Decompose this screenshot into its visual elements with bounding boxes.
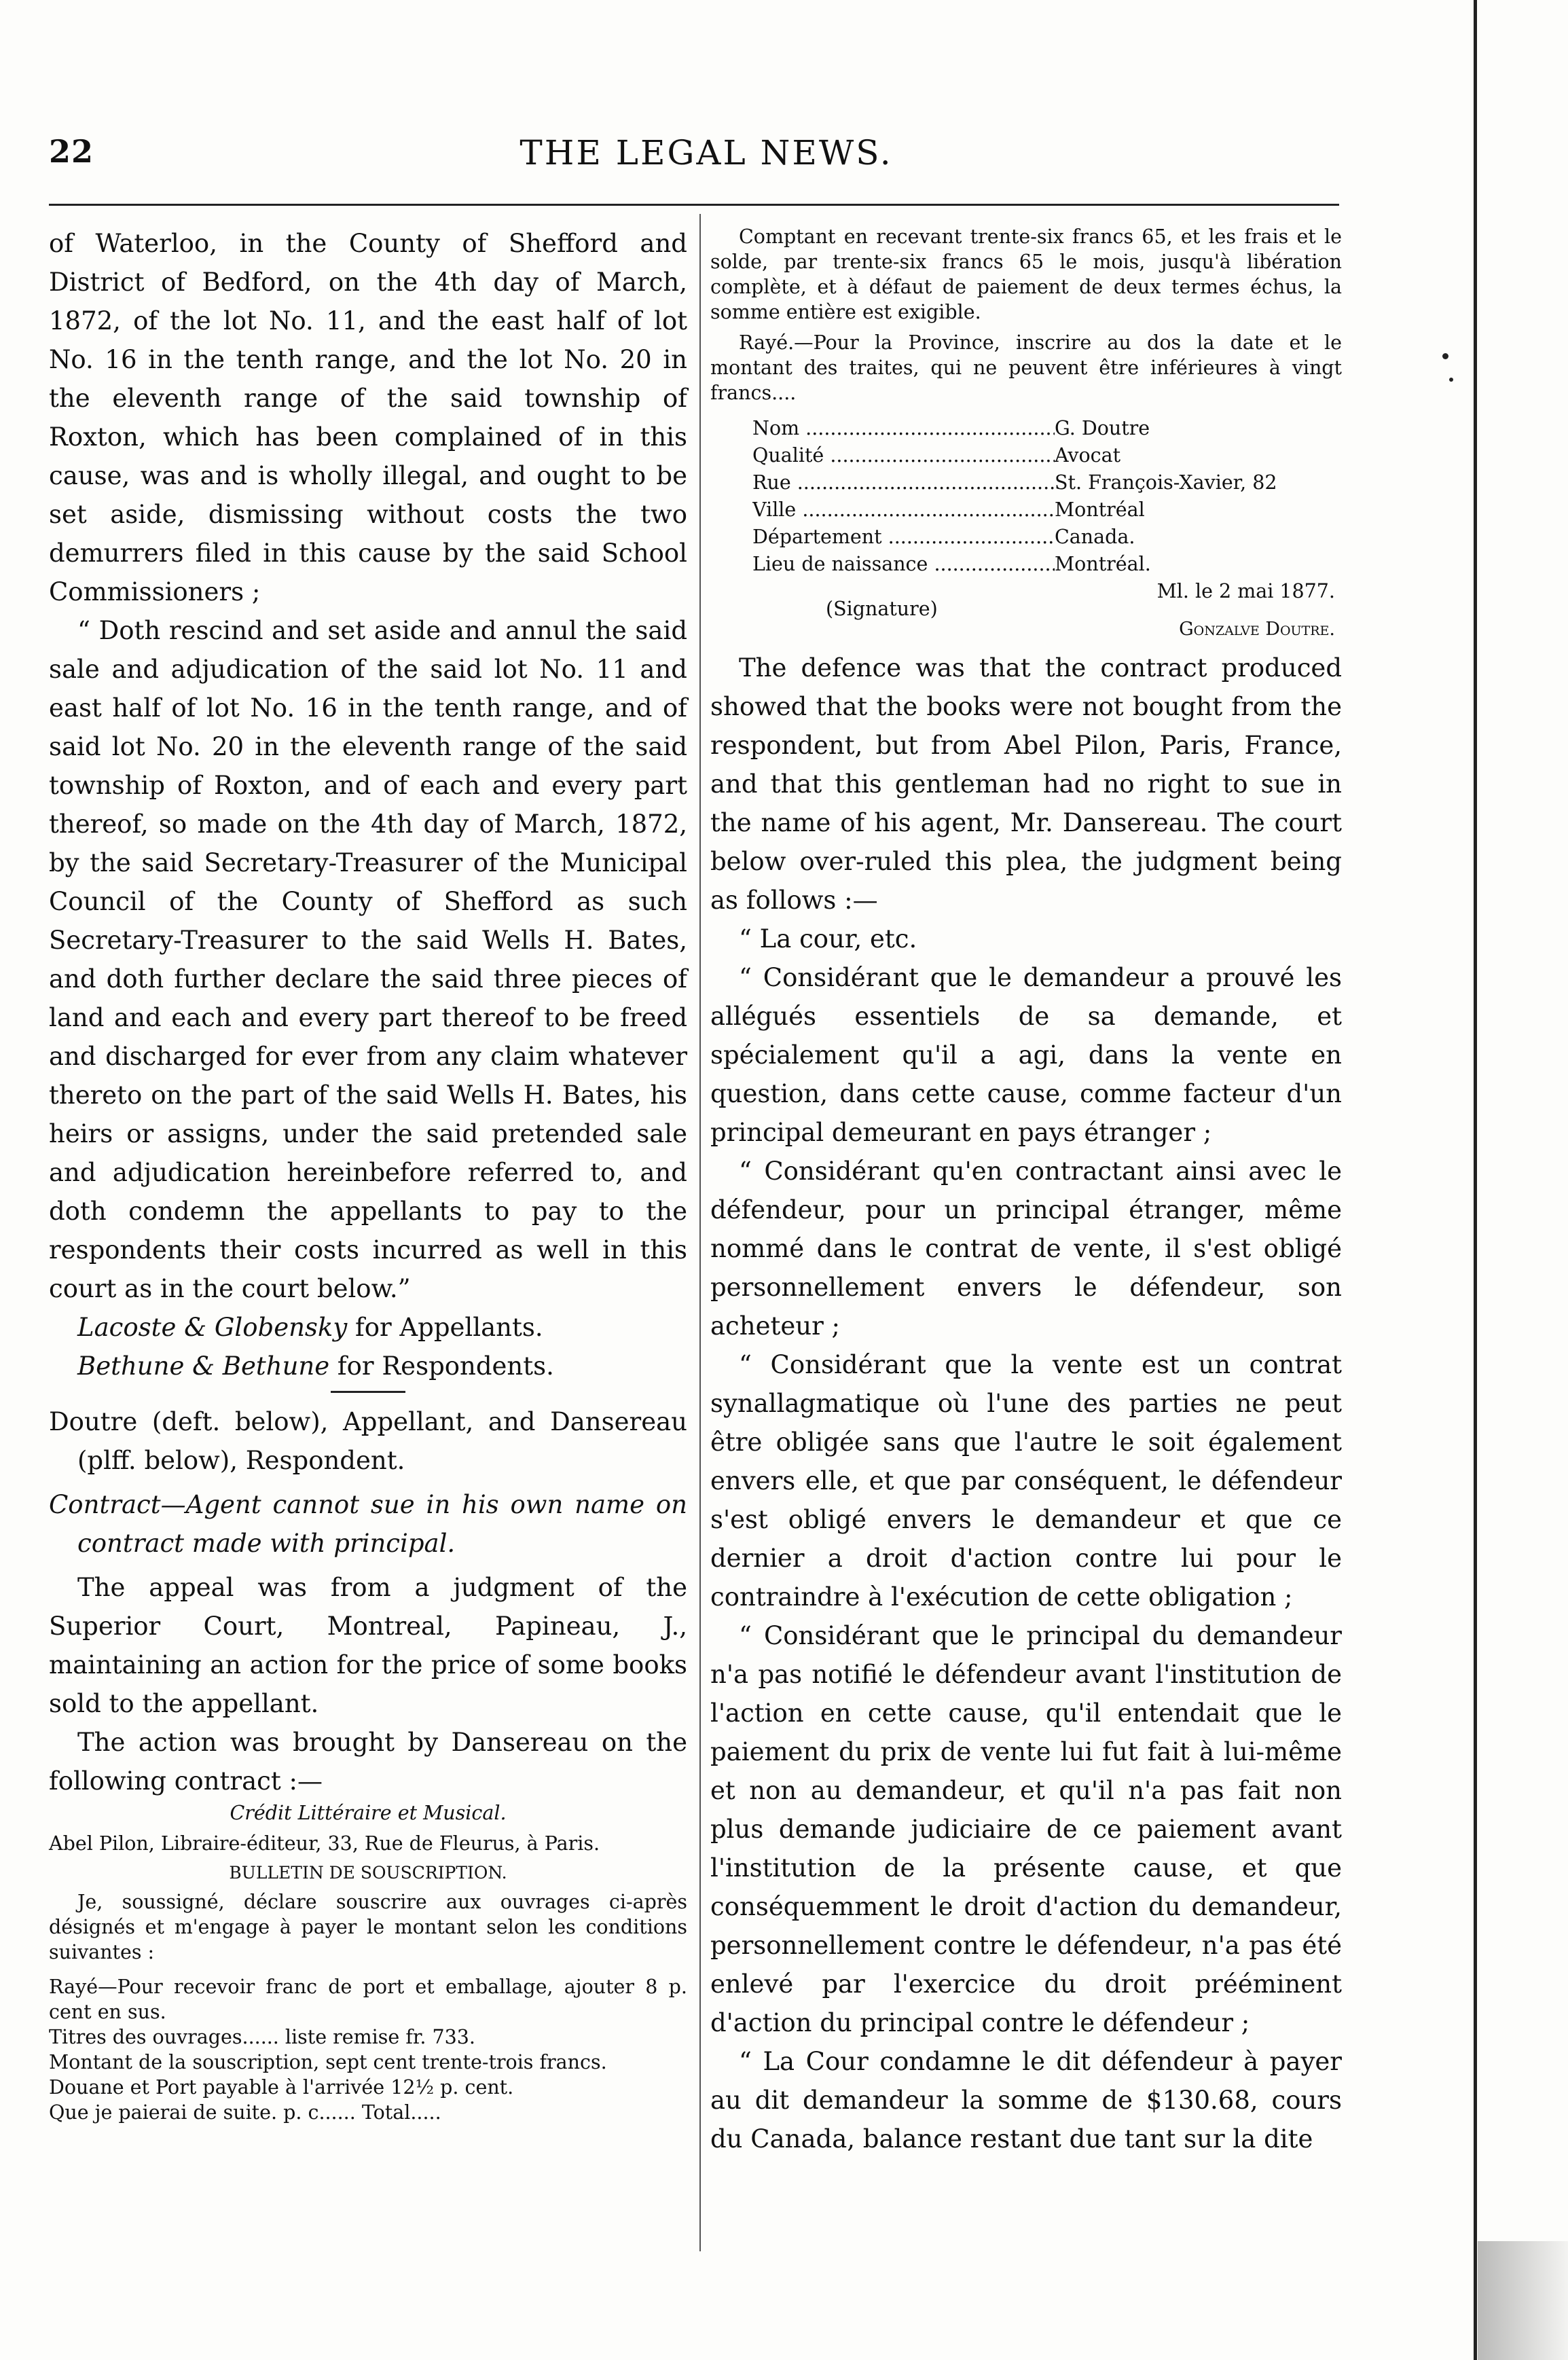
signature-date: Ml. le 2 mai 1877. (1156, 580, 1335, 602)
form-row (752, 524, 1342, 551)
publisher-line: Abel Pilon, Libraire-éditeur, 33, Rue de Fleurus, à Paris. (49, 1832, 600, 1855)
counsel-appellants-suffix: for Appellants. (347, 1313, 543, 1342)
scan-edge-shadow (1478, 2241, 1568, 2360)
form-label: Lieu de naissance ..... (752, 551, 1055, 578)
raye-province: Rayé.—Pour la Province, inscrire au dos la date et le montant des traites, qui ne peuvent être inférieures à vingt francs.... (710, 331, 1342, 404)
form-row (752, 469, 1342, 496)
montant-line: Montant de la souscription, sept cent trente-trois francs. (49, 2051, 607, 2073)
form-label: Rue ..... (752, 469, 1055, 496)
form-label: Nom ..... (752, 415, 1055, 442)
form-value: St. François-Xavier, 82 (1055, 471, 1277, 494)
signature-block (710, 578, 1342, 643)
form-value: Montréal (1055, 498, 1145, 521)
header-rule (49, 204, 1339, 206)
considerant-3: “ Considérant que la vente est un contrat synallagmatique où l'une des parties ne peut être obligée sans que l'autre le soit également envers elle, et que par conséquent, le défendeur s'est obligé envers le demandeur et que ce dernier a droit d'action contre lui pour le contraindre à l'exécution de cette obligation ; (710, 1350, 1342, 1612)
signature-name: Gonzalve Doutre. (1179, 619, 1335, 640)
considerant-1: “ Considérant que le demandeur a prouvé les allégués essentiels de sa demande, et spécialement qu'il a agi, dans la vente en question, dans cette cause, comme facteur d'un principal demeurant en pays étranger ; (710, 963, 1342, 1147)
running-head: THE LEGAL NEWS. (519, 133, 893, 173)
appeal-paragraph: The appeal was from a judgment of the Superior Court, Montreal, Papineau, J., maintaining an action for the price of some books sold to the appellant. (49, 1573, 687, 1718)
form-value: Canada. (1055, 526, 1135, 548)
form-label: Qualité ..... (752, 442, 1055, 469)
form-label: Département ..... (752, 524, 1055, 551)
judgment-quote: “ Doth rescind and set aside and annul the said sale and adjudication of the said lot No. 11 and east half of lot No. 16 in the tenth range, and of said lot No. 20 in the eleventh range of the said township of Roxton, and of each and every part thereof, so made on the 4th day of March, 1872, by the said Secretary-Treasurer of the Municipal Council of the County of Shefford as such Secretary-Treasurer to the said Wells H. Bates, and doth further declare the said three pieces of land and each and every part thereof to be freed and discharged for ever from any claim whatever thereto on the part of the said Wells H. Bates, his heirs or assigns, under the said pretended sale and adjudication hereinbefore referred to, and doth condemn the appellants to pay to the respondents their costs incurred as well in this court as in the court below.” (49, 616, 687, 1303)
left-column (49, 224, 687, 2125)
paragraph-continuation: of Waterloo, in the County of Shefford and District of Bedford, on the 4th day of March, 1872, of the lot No. 11, and the east half of lot No. 16 in the tenth range, and the lot No. 20 in the eleventh range of the said township of Roxton, which has been complained of in this cause, was and is wholly illegal, and ought to be set aside, dismissing without costs the two demurrers filed in this cause by the said School Commissioners ; (49, 229, 687, 606)
page-edge-line (1474, 0, 1477, 2360)
bulletin-heading: BULLETIN DE SOUSCRIPTION. (229, 1863, 507, 1883)
raye-port: Rayé—Pour recevoir franc de port et emballage, ajouter 8 p. cent en sus. (49, 1976, 687, 2023)
la-cour: “ La cour, etc. (739, 924, 917, 954)
contract-heading: Crédit Littéraire et Musical. (230, 1802, 507, 1824)
defence-paragraph: The defence was that the contract produced showed that the books were not bought from the respondent, but from Abel Pilon, Paris, France, and that this gentleman had no right to sue in the name of his agent, Mr. Dansereau. The court below over-ruled this plea, the judgment being as follows :— (710, 653, 1342, 915)
counsel-respondents-names: Bethune & Bethune (77, 1351, 330, 1381)
considerant-2: “ Considérant qu'en contractant ainsi avec le défendeur, pour un principal étranger, même nommé dans le contrat de vente, il s'est obligé personnellement envers le défendeur, son acheteur ; (710, 1157, 1342, 1341)
form-label: Ville ..... (752, 496, 1055, 524)
subscription-form (752, 415, 1342, 578)
page-number: 22 (49, 133, 94, 170)
condamne-paragraph: “ La Cour condamne le dit défendeur à payer au dit demandeur la somme de $130.68, cours du Canada, balance restant due tant sur la dite (710, 2047, 1342, 2154)
column-rule (699, 214, 701, 2251)
form-row (752, 415, 1342, 442)
paierai-line: Que je paierai de suite. p. c...... Total..... (49, 2101, 441, 2124)
counsel-appellants (49, 1308, 687, 1347)
scan-speck (1449, 378, 1453, 382)
section-rule (331, 1391, 405, 1393)
form-value: Montréal. (1055, 553, 1151, 575)
considerant-4: “ Considérant que le principal du demandeur n'a pas notifié le défendeur avant l'institution de l'action en cette cause, qu'il entendait que le paiement du prix de vente lui fut fait à lui-même et non au demandeur, et qu'il n'a pas fait non plus demande judiciaire de ce paiement avant l'institution de la présente cause, et que conséquemment le droit d'action du demandeur, personnellement contre le défendeur, n'a pas été enlevé par l'exercice du droit prééminent d'action du principal contre le défendeur ; (710, 1621, 1342, 2037)
titres-line: Titres des ouvrages...... liste remise fr. 733. (49, 2026, 475, 2048)
bulletin-text: Je, soussigné, déclare souscrire aux ouvrages ci-après désignés et m'engage à payer le montant selon les conditions suivantes : (49, 1891, 687, 1963)
counsel-respondents (49, 1347, 687, 1385)
comptant-paragraph: Comptant en recevant trente-six francs 65, et les frais et le solde, par trente-six francs 65 le mois, jusqu'à libération complète, et à défaut de paiement de deux termes échus, la somme entière est exigible. (710, 225, 1342, 323)
scan-speck (1442, 353, 1448, 359)
form-value: Avocat (1055, 444, 1121, 467)
action-paragraph: The action was brought by Dansereau on the following contract :— (49, 1728, 687, 1796)
signature-label: (Signature) (826, 598, 938, 620)
right-column (710, 224, 1342, 2158)
douane-line: Douane et Port payable à l'arrivée 12½ p. cent. (49, 2076, 514, 2099)
counsel-respondents-suffix: for Respondents. (329, 1351, 554, 1381)
form-row (752, 442, 1342, 469)
form-value: G. Doutre (1055, 417, 1150, 439)
headnote: Contract—Agent cannot sue in his own name on contract made with principal. (49, 1490, 687, 1558)
case-title: Doutre (deft. below), Appellant, and Dansereau (plff. below), Respondent. (49, 1407, 687, 1475)
form-row (752, 551, 1342, 578)
form-row (752, 496, 1342, 524)
counsel-appellants-names: Lacoste & Globensky (77, 1313, 348, 1342)
